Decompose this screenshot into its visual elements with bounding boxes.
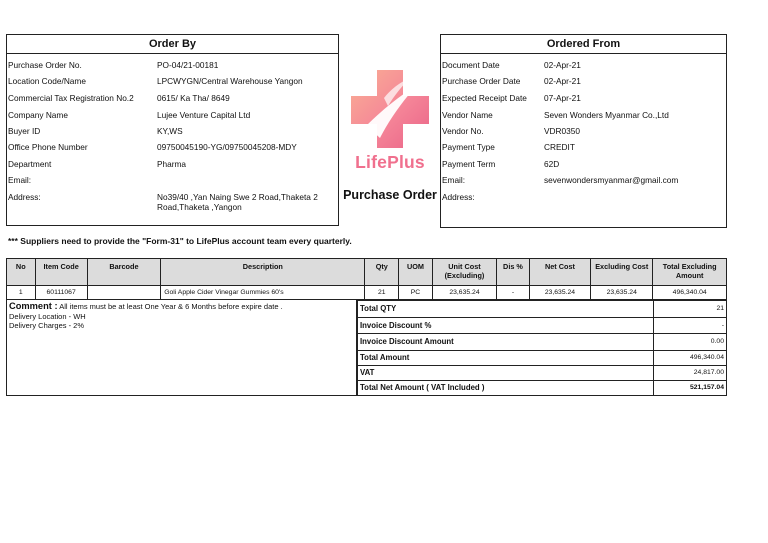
field-label: Buyer ID [8,126,41,136]
totals-label: VAT [358,365,654,380]
column-header: UOM [399,259,433,286]
comment-box [6,300,357,396]
field-label: Purchase Order Date [442,76,521,86]
column-header: No [7,259,36,286]
table-row [7,286,727,300]
supplier-note: *** Suppliers need to provide the "Form-31" to LifePlus account team every quarterly. [8,236,352,246]
field-label: Department [8,159,52,169]
field-value: VDR0350 [544,126,580,136]
comment-line: Delivery Location - WH [9,311,86,321]
field-label: Commercial Tax Registration No.2 [8,93,134,103]
column-header: Qty [365,259,399,286]
totals-value: 24,817.00 [654,365,727,380]
field-label: Location Code/Name [8,76,86,86]
totals-row [358,317,727,334]
totals-label: Total Net Amount ( VAT Included ) [358,380,654,395]
field-label: Vendor Name [442,110,493,120]
comment-label: Comment : [9,301,58,311]
totals-row [358,301,727,318]
field-value: 02-Apr-21 [544,60,581,70]
totals-row [358,350,727,365]
field-value: LPCWYGN/Central Warehouse Yangon [157,76,303,86]
field-value: No39/40 ,Yan Naing Swe 2 Road,Thaketa 2 Road,Thaketa ,Yangon [157,192,318,212]
table-cell: 23,635.24 [432,286,496,300]
field-value: PO-04/21-00181 [157,60,219,70]
table-cell: - [497,286,530,300]
field-label: Email: [442,175,466,185]
field-value: Pharma [157,159,187,169]
field-value: 02-Apr-21 [544,76,581,86]
column-header: Item Code [35,259,87,286]
field-label: Company Name [8,110,68,120]
table-cell: 60111067 [35,286,87,300]
order-by-title: Order By [7,35,338,54]
field-label: Email: [8,175,32,185]
document-title: Purchase Order [343,188,437,202]
field-label: Address: [442,192,475,202]
totals-value: 21 [654,301,727,318]
field-label: Payment Type [442,142,495,152]
logo-wordmark: LifePlus [355,152,425,172]
totals-value: 496,340.04 [654,350,727,365]
field-label: Purchase Order No. [8,60,82,70]
table-header-row [7,259,727,286]
table-cell: 1 [7,286,36,300]
items-table [6,258,727,300]
field-label: Vendor No. [442,126,484,136]
field-value: Seven Wonders Myanmar Co.,Ltd [544,110,669,120]
totals-row [358,380,727,395]
column-header: Barcode [87,259,161,286]
table-cell: 23,635.24 [529,286,590,300]
field-value: 09750045190-YG/09750045208-MDY [157,142,297,152]
field-value: Lujee Venture Capital Ltd [157,110,251,120]
ordered-from-panel [440,34,727,228]
table-cell: Goli Apple Cider Vinegar Gummies 60's [161,286,365,300]
totals-label: Total Amount [358,350,654,365]
table-cell: 496,340.04 [653,286,727,300]
column-header: Excluding Cost [591,259,653,286]
ordered-from-title: Ordered From [441,35,726,54]
field-label: Payment Term [442,159,496,169]
totals-label: Total QTY [358,301,654,318]
comment-line: Delivery Charges - 2% [9,321,85,330]
field-value: 07-Apr-21 [544,93,581,103]
comment-text: All items must be at least One Year & 6 Months before expire date . [59,302,283,311]
field-value: sevenwondersmyanmar@gmail.com [544,175,679,185]
totals-value: 521,157.04 [654,380,727,395]
column-header: Unit Cost (Excluding) [432,259,496,286]
order-by-panel [6,34,339,226]
totals-row [358,334,727,351]
column-header: Dis % [497,259,530,286]
field-value: KY,WS [157,126,183,136]
table-cell: PC [399,286,433,300]
totals-value: 0.00 [654,334,727,351]
field-label: Address: [8,192,41,202]
totals-label: Invoice Discount % [358,317,654,334]
field-label: Document Date [442,60,500,70]
totals-row [358,365,727,380]
totals-value: - [654,317,727,334]
column-header: Net Cost [529,259,590,286]
table-cell: 21 [365,286,399,300]
table-cell [87,286,161,300]
totals-table [357,300,727,396]
field-value: CREDIT [544,142,575,152]
field-label: Expected Receipt Date [442,93,527,103]
column-header: Total Excluding Amount [653,259,727,286]
field-value: 0615/ Ka Tha/ 8649 [157,93,230,103]
field-value: 62D [544,159,560,169]
totals-label: Invoice Discount Amount [358,334,654,351]
column-header: Description [161,259,365,286]
field-label: Office Phone Number [8,142,88,152]
table-cell: 23,635.24 [591,286,653,300]
